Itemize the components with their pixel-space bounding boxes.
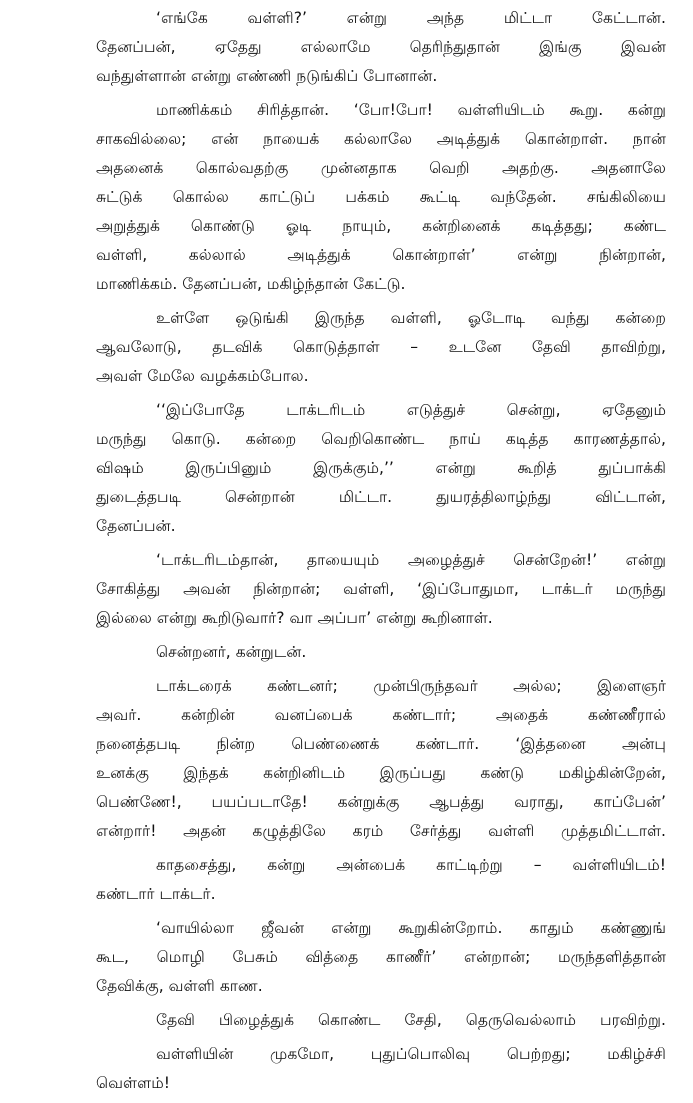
text-line: தேனப்பன். xyxy=(96,517,176,535)
text-line: பெண்ணே!, பயப்படாதே! கன்றுக்கு ஆபத்து வராது, காப்பேன்’ xyxy=(96,793,666,811)
text-line: கண்டார் டாக்டர். xyxy=(96,885,216,903)
text-line: வெள்ளம்! xyxy=(96,1074,171,1092)
paragraph-6 xyxy=(36,638,666,667)
text-line: வந்துள்ளான் என்று எண்ணி நடுங்கிப் போனான். xyxy=(96,67,438,85)
text-line: காதசைத்து, கன்று அன்பைக் காட்டிற்று – வள்ளியிடம்! xyxy=(156,856,666,874)
text-line: துடைத்தபடி சென்றான் மிட்டா. துயரத்திலாழ்ந்து விட்டான், xyxy=(96,488,666,506)
text-line: அறுத்துக் கொண்டு ஓடி நாயும், கன்றினைக் கடித்தது; கண்ட xyxy=(96,217,666,235)
text-line: அவர். கன்றின் வனப்பைக் கண்டார்; அதைக் கண்ணீரால் xyxy=(96,706,666,724)
text-line: சாகவில்லை; என் நாயைக் கல்லாலே அடித்துக் கொன்றாள். நான் xyxy=(96,130,666,148)
text-line: சென்றனர், கன்றுடன். xyxy=(156,643,307,661)
paragraph-3 xyxy=(36,304,666,391)
text-line: தேனப்பன், ஏதேது எல்லாமே தெரிந்துதான் இங்கு இவன் xyxy=(96,38,666,56)
text-line: மாணிக்கம். தேனப்பன், மகிழ்ந்தான் கேட்டு. xyxy=(96,275,406,293)
text-line: அவள் மேலே வழக்கம்போல. xyxy=(96,367,309,385)
text-line: அதனைக் கொல்வதற்கு முன்னதாக வெறி அதற்கு. அதனாலே xyxy=(96,159,666,177)
text-line: ஆவலோடு, தடவிக் கொடுத்தாள் – உடனே தேவி தாவிற்று, xyxy=(96,338,666,356)
paragraph-8 xyxy=(36,851,666,909)
text-line: சுட்டுக் கொல்ல காட்டுப் பக்கம் கூட்டி வந்தேன். சங்கிலியை xyxy=(96,188,666,206)
text-line: ‘‘இப்போதே டாக்டரிடம் எடுத்துச் சென்று, ஏதேனும் xyxy=(156,401,666,419)
text-line: என்றார்! அதன் கழுத்திலே கரம் சேர்த்து வள்ளி முத்தமிட்டாள். xyxy=(96,822,666,840)
text-line: தேவி பிழைத்துக் கொண்ட சேதி, தெருவெல்லாம் பரவிற்று. xyxy=(156,1011,666,1029)
paragraph-4 xyxy=(36,396,666,541)
text-line: மருந்து கொடு. கன்றை வெறிகொண்ட நாய் கடித்த காரணத்தால், xyxy=(96,430,666,448)
paragraph-2 xyxy=(36,96,666,299)
book-page xyxy=(36,4,666,1103)
paragraph-7 xyxy=(36,672,666,846)
paragraph-5 xyxy=(36,546,666,633)
text-line: விஷம் இருப்பினும் இருக்கும்,’’ என்று கூறித் துப்பாக்கி xyxy=(96,459,666,477)
text-line: உனக்கு இந்தக் கன்றினிடம் இருப்பது கண்டு மகிழ்கின்றேன், xyxy=(96,764,666,782)
paragraph-11 xyxy=(36,1040,666,1098)
text-line: டாக்டரைக் கண்டனர்; முன்பிருந்தவர் அல்ல; இளைஞர் xyxy=(156,677,666,695)
text-line: வள்ளி, கல்லால் அடித்துக் கொன்றாள்’ என்று நின்றான், xyxy=(96,246,666,264)
text-line: தேவிக்கு, வள்ளி காண. xyxy=(96,977,263,995)
text-line: வள்ளியின் முகமோ, புதுப்பொலிவு பெற்றது; மகிழ்ச்சி xyxy=(156,1045,666,1063)
text-line: சோகித்து அவன் நின்றான்; வள்ளி, ‘இப்போதுமா, டாக்டர் மருந்து xyxy=(96,580,666,598)
text-line: மாணிக்கம் சிரித்தான். ‘போ!போ! வள்ளியிடம் கூறு. கன்று xyxy=(156,101,666,119)
text-line: இல்லை என்று கூறிடுவார்? வா அப்பா’ என்று கூறினாள். xyxy=(96,609,493,627)
paragraph-1 xyxy=(36,4,666,91)
text-line: உள்ளே ஒடுங்கி இருந்த வள்ளி, ஓடோடி வந்து கன்றை xyxy=(156,309,666,327)
text-line: கூட, மொழி பேசும் வித்தை காணீர்’ என்றான்; மருந்தளித்தான் xyxy=(96,948,666,966)
paragraph-10 xyxy=(36,1006,666,1035)
paragraph-9 xyxy=(36,914,666,1001)
text-line: ‘டாக்டரிடம்தான், தாயையும் அழைத்துச் சென்றேன்!’ என்று xyxy=(156,551,666,569)
text-line: நனைத்தபடி நின்ற பெண்ணைக் கண்டார். ‘இத்தனை அன்பு xyxy=(96,735,666,753)
text-line: ‘வாயில்லா ஜீவன் என்று கூறுகின்றோம். காதும் கண்ணுங் xyxy=(156,919,666,937)
text-line: ‘எங்கே வள்ளி?’ என்று அந்த மிட்டா கேட்டான். xyxy=(156,9,666,27)
